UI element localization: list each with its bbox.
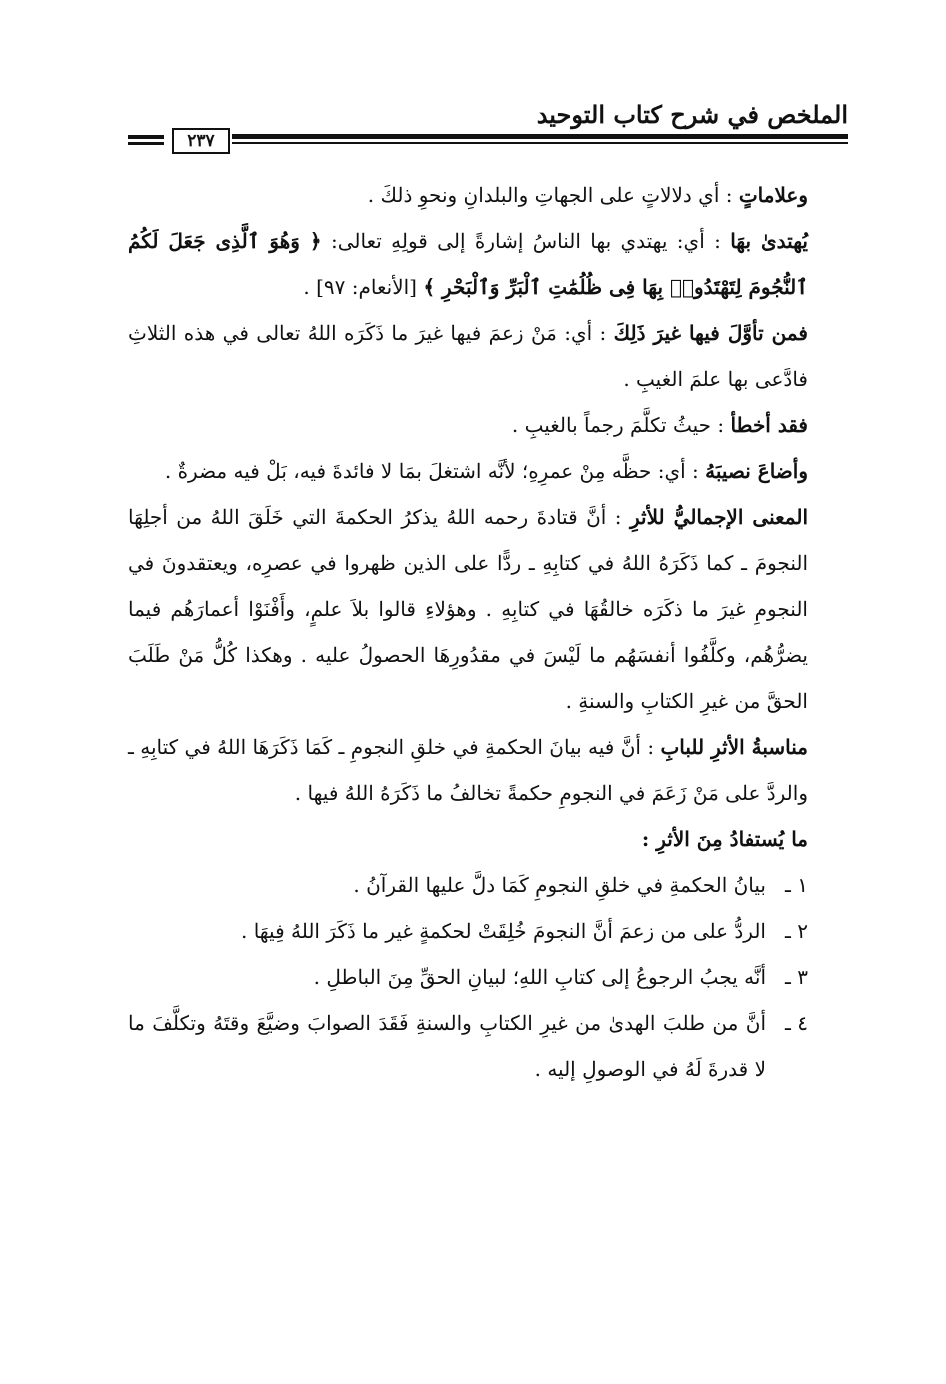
- paragraph-general-meaning: [128, 494, 848, 724]
- list-text: الردُّ على من زعمَ أنَّ النجومَ خُلِقَتْ لحكمةٍ غير ما ذَكَرَ اللهُ فِيهَا .: [241, 919, 766, 943]
- list-text: بيانُ الحكمةِ في خلقِ النجومِ كَمَا دلَّ عليها القرآنُ .: [353, 873, 766, 897]
- explanation: : أي: يهتدي بها الناسُ إشارةً إلى قولِهِ تعالى:: [330, 229, 721, 253]
- term: وعلاماتٍ: [738, 183, 808, 207]
- book-page: [128, 92, 848, 1092]
- list-number: ٢ ـ: [785, 919, 808, 943]
- paragraph-adaa: [128, 448, 848, 494]
- term: المعنى الإجماليُّ للأثرِ: [629, 505, 809, 529]
- explanation: : أي: مَنْ زعمَ فيها غيرَ ما ذَكَرَه اللهُ تعالى في هذه الثلاثِ فادَّعى بها علمَ الغيبِ .: [128, 321, 808, 391]
- term: وأضاعَ نصيبَهُ: [705, 459, 808, 483]
- list-text: أنَّه يجبُ الرجوعُ إلى كتابِ اللهِ؛ لبيانِ الحقِّ مِنَ الباطلِ .: [313, 965, 766, 989]
- header-dash-bottom: [128, 142, 164, 145]
- header-rule-thick: [232, 134, 848, 139]
- paragraph-taawwal: [128, 310, 848, 402]
- list-number: ٤ ـ: [785, 1011, 808, 1035]
- verse-reference: [الأنعام: ٩٧] .: [303, 275, 417, 299]
- term: فمن تأوَّلَ فيها غيرَ ذَلِكَ: [613, 321, 808, 345]
- page-body: [128, 172, 848, 1092]
- list-item: [128, 954, 848, 1000]
- page-header: [128, 92, 848, 154]
- explanation: : أي دلالاتٍ على الجهاتِ والبلدانِ ونحوِ ذلكَ .: [367, 183, 733, 207]
- list-item: [128, 862, 848, 908]
- page-number: ٢٣٧: [172, 128, 230, 154]
- paragraph-alamat: [128, 172, 848, 218]
- book-title: الملخص في شرح كتاب التوحيد: [536, 100, 848, 129]
- benefits-heading: ما يُستفادُ مِنَ الأثرِ :: [641, 827, 808, 851]
- paragraph-akhta: [128, 402, 848, 448]
- list-item: [128, 1000, 848, 1092]
- list-number: ١ ـ: [785, 873, 808, 897]
- quran-verse: ﴿ وَهُوَ ٱلَّذِى جَعَلَ لَكُمُ ٱلنُّجُومَ لِتَهْتَدُوا۟ بِهَا فِى ظُلُمَٰتِ ٱلْبَرِّ وَٱلْبَحْرِ ﴾: [128, 229, 808, 299]
- explanation: : حيثُ تكلَّمَ رجماً بالغيبِ .: [511, 413, 725, 437]
- term: فقد أخطأ: [730, 413, 808, 437]
- explanation: : أنَّ فيه بيانَ الحكمةِ في خلقِ النجومِ ـ كَمَا ذَكَرَهَا اللهُ في كتابِهِ ـ والردَّ على مَنْ زَعَمَ في النجومِ حكمةً تخالفُ ما ذَكَرَهُ اللهُ فيها .: [128, 735, 808, 805]
- explanation: : أي: حظَّه مِنْ عمرِهِ؛ لأنَّه اشتغلَ بمَا لا فائدةَ فيه، بَلْ فيه مضرةٌ .: [164, 459, 699, 483]
- header-dash-top: [128, 135, 164, 139]
- paragraph-yuhtada: [128, 218, 848, 310]
- header-rule: [128, 131, 848, 151]
- paragraph-relevance: [128, 724, 848, 816]
- term: مناسبةُ الأثرِ للبابِ: [660, 735, 808, 759]
- term: يُهتدىٰ بهَا: [730, 229, 808, 253]
- header-rule-thin: [232, 142, 848, 144]
- list-number: ٣ ـ: [785, 965, 808, 989]
- list-text: أنَّ من طلبَ الهدىٰ من غيرِ الكتابِ والسنةِ فَقَدَ الصوابَ وضيَّعَ وقتَهُ وتكلَّفَ ما لا قدرةَ لَهُ في الوصولِ إليه .: [128, 1011, 766, 1081]
- explanation: : أنَّ قتادةَ رحمه اللهُ يذكرُ الحكمةَ التي خَلَقَ اللهُ من أجلِهَا النجومَ ـ كما ذَكَرَهُ اللهُ في كتابِهِ ـ ردًّا على الذين ظهروا في عصرِه، ويعتقدونَ في النجومِ غيرَ ما ذكَرَه خالقُهَا في كتابِهِ . وهؤلاءِ قالوا بلاَ علمٍ، وأَفْنَوْا أعمارَهُم فيما يضرُّهُم، وكلَّفُوا أنفسَهُم ما لَيْسَ في مقدُورِهَا الحصولُ عليه . وهكذا كُلُّ مَنْ طَلَبَ الحقَّ من غيرِ الكتابِ والسنةِ .: [128, 505, 808, 713]
- list-item: [128, 908, 848, 954]
